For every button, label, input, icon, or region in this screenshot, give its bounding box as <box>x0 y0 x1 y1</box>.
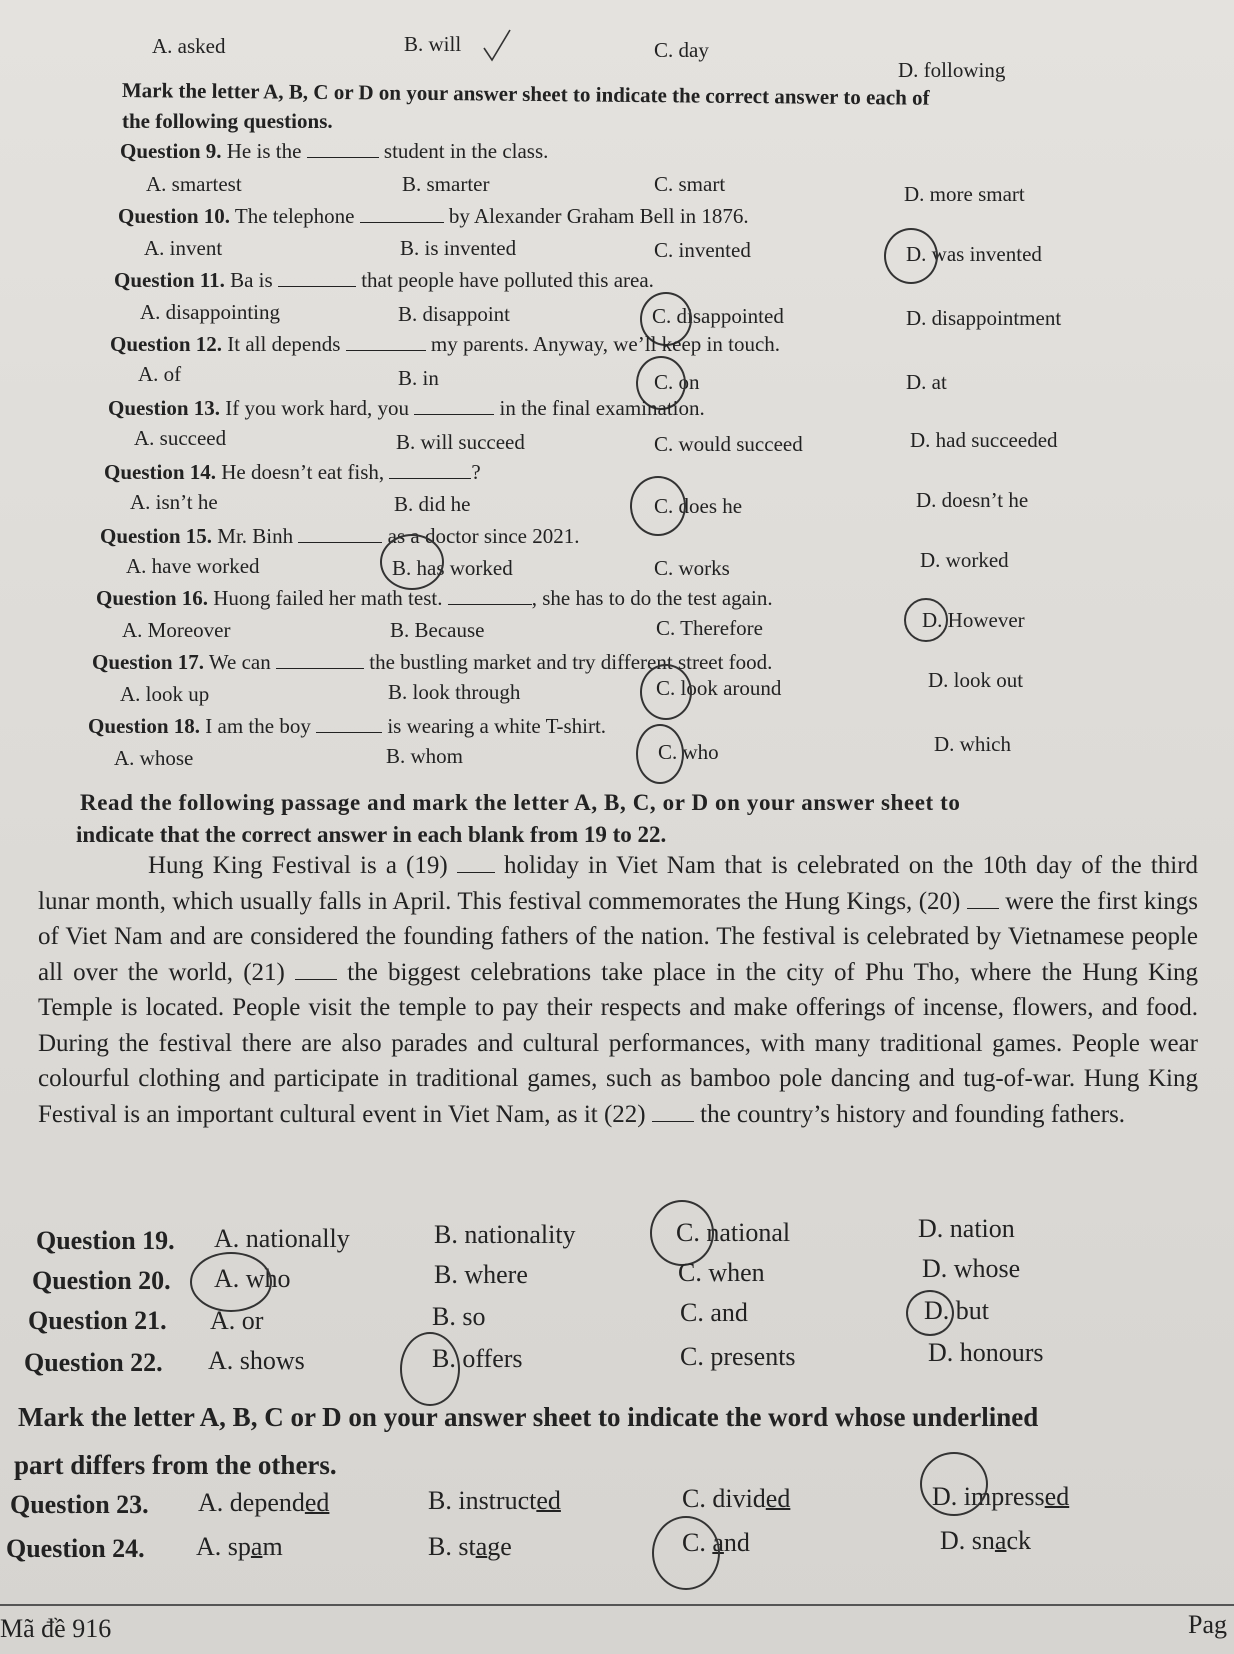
question-21-label: Question 21. <box>28 1306 167 1335</box>
q11-option-d: D. disappointment <box>906 306 1062 330</box>
blank-22 <box>652 1120 694 1122</box>
underlined-part: ed <box>304 1488 330 1517</box>
q16-option-b: B. Because <box>390 618 485 642</box>
passage-text: were the first kings of Viet Nam and are considered the founding fathers of the nation. The festival is celebrated by Vietnamese people all over the world, (21) <box>38 887 1199 986</box>
q17-option-d: D. look out <box>928 668 1024 692</box>
q17-option-a: A. look up <box>120 682 210 706</box>
question-14-label: Question 14. <box>104 460 217 484</box>
answer-blank <box>316 731 382 733</box>
q8-option-d: D. following <box>898 58 1006 82</box>
hand-drawn-circle <box>636 724 684 784</box>
question-12 <box>110 332 780 357</box>
checkmark-icon <box>480 26 514 66</box>
option-text: B. instruct <box>428 1486 537 1515</box>
question-18-label: Question 18. <box>88 714 201 738</box>
q22-option-b: B. offers <box>432 1344 523 1373</box>
answer-blank <box>414 413 494 415</box>
q15-option-a: A. have worked <box>126 554 260 578</box>
blank-19 <box>457 871 495 873</box>
q9-option-c: C. smart <box>654 172 726 196</box>
hand-drawn-circle <box>884 228 938 284</box>
question-9 <box>120 139 548 164</box>
q19-option-c: C. national <box>676 1218 791 1247</box>
question-9-label: Question 9. <box>120 139 222 163</box>
q9-option-d: D. more smart <box>904 182 1025 206</box>
answer-blank <box>298 541 382 543</box>
answer-blank <box>389 477 471 479</box>
q15-option-b: B. has worked <box>392 556 513 580</box>
question-11 <box>114 268 654 293</box>
question-20-label: Question 20. <box>32 1266 171 1295</box>
question-16-text-pre: Huong failed her math test. <box>213 586 443 610</box>
question-11-text-pre: Ba is <box>230 268 273 292</box>
q22-option-d: D. honours <box>928 1338 1044 1367</box>
exam-code: Mã đề 916 <box>0 1614 112 1643</box>
q16-option-a: A. Moreover <box>122 618 231 642</box>
q23-option-a <box>198 1488 329 1518</box>
q20-option-b: B. where <box>434 1260 528 1289</box>
option-text: D. impress <box>932 1482 1045 1511</box>
question-15-label: Question 15. <box>100 524 213 548</box>
q12-option-a: A. of <box>138 362 182 386</box>
question-10-text-pre: The telephone <box>234 204 355 228</box>
instruction-2-line-2: indicate that the correct answer in each blank from 19 to 22. <box>76 822 667 847</box>
option-text: ck <box>1006 1526 1031 1555</box>
page-number: Pag <box>1188 1610 1227 1639</box>
question-18 <box>88 714 606 739</box>
q8-option-a: A. asked <box>152 34 226 58</box>
q13-option-d: D. had succeeded <box>910 428 1058 452</box>
answer-blank <box>448 603 532 605</box>
reading-passage <box>38 848 1198 1132</box>
underlined-part: a <box>475 1532 488 1561</box>
q14-option-a: A. isn’t he <box>130 490 218 514</box>
underlined-part: ed <box>765 1484 791 1513</box>
question-12-text-post: my parents. Anyway, we’ll keep in touch. <box>430 332 781 356</box>
question-23-label: Question 23. <box>10 1490 149 1519</box>
q19-option-a: A. nationally <box>214 1224 350 1253</box>
option-text: nd <box>723 1528 750 1557</box>
q15-option-c: C. works <box>654 556 730 580</box>
question-9-text-pre: He is the <box>226 139 302 163</box>
hand-drawn-circle <box>400 1332 460 1406</box>
option-text: C. divid <box>682 1484 766 1513</box>
q24-option-d <box>940 1526 1031 1556</box>
q17-option-c: C. look around <box>656 676 782 700</box>
q10-option-b: B. is invented <box>400 236 517 260</box>
answer-blank <box>278 285 356 287</box>
hand-drawn-circle <box>190 1252 272 1312</box>
answer-blank <box>307 156 379 158</box>
instruction-3-line-1: Mark the letter A, B, C or D on your answer sheet to indicate the word whose underlined <box>18 1402 1039 1432</box>
blank-21 <box>295 978 337 980</box>
q21-option-a: A. or <box>210 1306 264 1335</box>
q11-option-a: A. disappointing <box>140 300 280 324</box>
question-13-text-pre: If you work hard, you <box>225 396 409 420</box>
q12-option-b: B. in <box>398 366 439 390</box>
q15-option-d: D. worked <box>920 548 1009 572</box>
question-16-text-post: , she has to do the test again. <box>531 586 773 610</box>
underlined-part: a <box>250 1532 263 1561</box>
instruction-3-line-2: part differs from the others. <box>14 1450 337 1480</box>
question-10 <box>118 204 749 229</box>
option-text: ge <box>487 1532 512 1561</box>
question-10-label: Question 10. <box>118 204 231 228</box>
q18-option-d: D. which <box>934 732 1011 756</box>
question-12-label: Question 12. <box>110 332 223 356</box>
q22-option-c: C. presents <box>680 1342 796 1371</box>
passage-text: the country’s history and founding fathers. <box>700 1100 1126 1128</box>
answer-blank <box>360 221 444 223</box>
question-16 <box>96 586 773 611</box>
underlined-part: ed <box>1044 1482 1070 1511</box>
instruction-1-line-1: Mark the letter A, B, C or D on your answer sheet to indicate the correct answer to each of <box>121 78 930 110</box>
hand-drawn-circle <box>904 598 948 642</box>
question-17-text-pre: We can <box>208 650 271 674</box>
q10-option-c: C. invented <box>654 238 751 262</box>
question-22-label: Question 22. <box>24 1348 163 1377</box>
q9-option-a: A. smartest <box>146 172 242 196</box>
q14-option-c: C. does he <box>654 494 743 518</box>
question-14-text-pre: He doesn’t eat fish, <box>221 460 385 484</box>
question-17-label: Question 17. <box>92 650 205 674</box>
q18-option-b: B. whom <box>386 744 464 768</box>
hand-drawn-circle <box>650 1200 714 1266</box>
q23-option-b <box>428 1486 561 1516</box>
hand-drawn-circle <box>640 664 692 720</box>
question-24-label: Question 24. <box>6 1534 145 1563</box>
q14-option-d: D. doesn’t he <box>916 488 1029 512</box>
question-18-text-post: is wearing a white T-shirt. <box>387 714 607 738</box>
question-9-text-post: student in the class. <box>383 139 549 163</box>
hand-drawn-circle <box>380 534 444 590</box>
hand-drawn-circle <box>920 1452 988 1516</box>
q16-option-c: C. Therefore <box>656 616 763 640</box>
underlined-part: a <box>994 1526 1007 1555</box>
q18-option-a: A. whose <box>114 746 194 770</box>
q8-option-c: C. day <box>654 38 709 62</box>
option-text: B. st <box>428 1532 476 1561</box>
hand-drawn-circle <box>652 1516 720 1590</box>
blank-20 <box>967 907 999 909</box>
option-text: A. depend <box>198 1488 305 1517</box>
question-14 <box>104 460 481 485</box>
question-11-label: Question 11. <box>114 268 225 292</box>
q12-option-d: D. at <box>906 370 947 394</box>
underlined-part: a <box>712 1528 724 1557</box>
question-13-text-post: in the final examination. <box>499 396 705 420</box>
q10-option-d: D. was invented <box>906 242 1042 266</box>
question-18-text-pre: I am the boy <box>205 714 311 738</box>
question-15 <box>100 524 580 549</box>
hand-drawn-circle <box>630 476 686 536</box>
q20-option-a: A. who <box>214 1264 291 1293</box>
question-10-text-post: by Alexander Graham Bell in 1876. <box>448 204 749 228</box>
answer-blank <box>346 349 426 351</box>
question-17-text-post: the bustling market and try different street food. <box>369 650 773 674</box>
q9-option-b: B. smarter <box>402 172 490 196</box>
q22-option-a: A. shows <box>208 1346 305 1375</box>
question-12-text-pre: It all depends <box>227 332 341 356</box>
footer-divider <box>0 1604 1234 1606</box>
question-15-text-post: as a doctor since 2021. <box>387 524 580 548</box>
option-text: C. <box>682 1528 713 1557</box>
q11-option-c: C. disappointed <box>652 304 784 328</box>
q13-option-b: B. will succeed <box>396 430 525 454</box>
instruction-1-line-2: the following questions. <box>122 109 333 133</box>
q19-option-d: D. nation <box>918 1214 1015 1243</box>
q20-option-d: D. whose <box>922 1254 1021 1283</box>
question-19-label: Question 19. <box>36 1226 175 1255</box>
q24-option-b <box>428 1532 512 1562</box>
passage-text: the biggest celebrations take place in the city of Phu Tho, where the Hung King Temple is located. People visit the temple to pay their respects and make offerings of incense, flowers, and food. During the festival there are also parades and cultural performances, with many traditional games. People wear colourful clothing and participate in traditional games, such as bamboo pole dancing and tug-of-war. Hung King Festival is an important cultural event in Viet Nam, as it (22) <box>38 958 1199 1128</box>
q21-option-c: C. and <box>680 1298 748 1327</box>
q21-option-d: D. but <box>924 1296 989 1325</box>
option-text: A. sp <box>196 1532 251 1561</box>
q19-option-b: B. nationality <box>434 1220 576 1249</box>
q12-option-c: C. on <box>654 370 700 394</box>
passage-paragraph <box>38 848 1198 1132</box>
answer-blank <box>276 667 364 669</box>
option-text: m <box>262 1532 283 1561</box>
passage-text: Hung King Festival is a (19) <box>148 852 448 879</box>
instruction-2-line-1: Read the following passage and mark the letter A, B, C, or D on your answer sheet to <box>80 790 961 815</box>
q21-option-b: B. so <box>432 1302 486 1331</box>
passage-text: holiday in Viet Nam that is celebrated on the 10th day of the third lunar month, which usually falls in April. This festival commemorates the Hung Kings, (20) <box>38 852 1199 915</box>
q23-option-c <box>682 1484 790 1514</box>
question-15-text-pre: Mr. Binh <box>217 524 294 548</box>
q14-option-b: B. did he <box>394 492 471 516</box>
q10-option-a: A. invent <box>144 236 223 260</box>
question-14-text-post: ? <box>471 460 481 484</box>
option-text: D. sn <box>940 1526 995 1555</box>
q8-option-b: B. will <box>404 32 462 56</box>
q24-option-a <box>196 1532 283 1562</box>
question-11-text-post: that people have polluted this area. <box>361 268 654 292</box>
q11-option-b: B. disappoint <box>398 302 511 326</box>
hand-drawn-circle <box>906 1290 954 1336</box>
q18-option-c: C. who <box>658 740 719 764</box>
q13-option-a: A. succeed <box>134 426 227 450</box>
q13-option-c: C. would succeed <box>654 432 803 456</box>
q20-option-c: C. when <box>678 1258 765 1287</box>
q17-option-b: B. look through <box>388 680 521 704</box>
underlined-part: ed <box>536 1486 561 1515</box>
q16-option-d: D. However <box>922 608 1025 632</box>
question-13 <box>108 396 705 421</box>
question-13-label: Question 13. <box>108 396 221 420</box>
question-16-label: Question 16. <box>96 586 209 610</box>
